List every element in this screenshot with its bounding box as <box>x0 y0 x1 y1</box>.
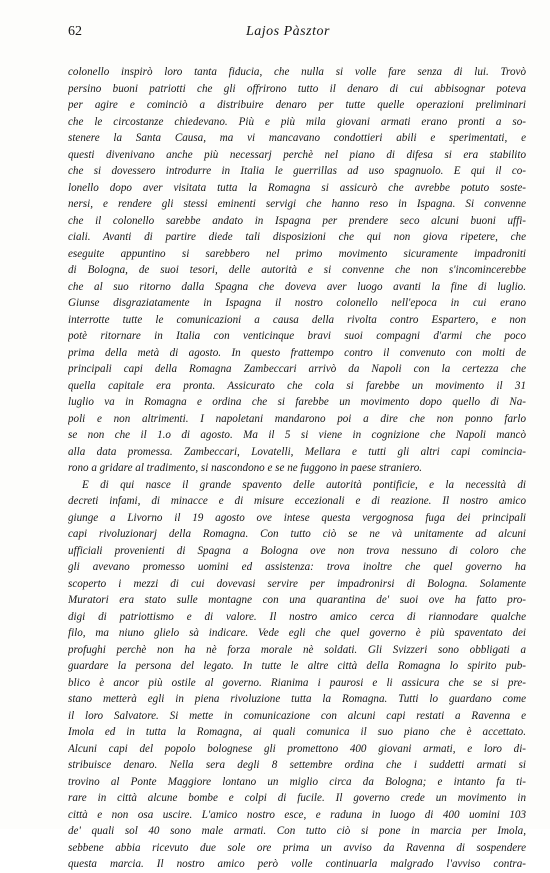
text-line: per agire e cominciò a distribuire denaro per tutte quelle operazioni preliminari <box>68 99 526 111</box>
text-line: rare in città alcune bombe e colpi di fucile. Il governo crede un movimento in <box>68 792 526 804</box>
text-line: nersi, e rendere gli stessi eminenti servigi che hanno reso in Ispagna. Si convenne <box>68 198 526 210</box>
running-head: Lajos Pàsztor <box>246 24 330 39</box>
text-line: E di qui nasce il grande spavento delle autorità pontificie, e la necessità di <box>82 478 526 491</box>
text-line: Imola ed in tutta la Romagna, ai quali comunica il suo piano che è accettato. <box>68 726 526 738</box>
text-line: Muratori era stato sulle montagne con una quarantina de' suoi ove ha fatto pro- <box>68 594 526 606</box>
text-line: giunge a Livorno il 19 agosto ove intese questa vergognosa fuga dei principali <box>68 511 526 524</box>
text-line: profughi perchè non ha nè forza morale nè soldati. Gli Svizzeri sono obbligati a <box>68 643 526 656</box>
text-line: questi divenivano anche più necessarj perchè nel piano di difesa si era stabilito <box>68 148 526 161</box>
text-line: Alcuni capi del popolo bolognese gli promettono 400 giovani armati, e loro di- <box>68 742 526 755</box>
text-line: interrotte tutte le comunicazioni a causa della rivolta contro Espartero, e non <box>68 313 526 326</box>
text-line: ufficiali provenienti di Spagna a Bologna ove non trova nessuno di coloro che <box>68 544 526 557</box>
text-line: colonello inspirò loro tanta fiducia, che nulla si volle fare senza di lui. Trovò <box>68 66 526 78</box>
text-line: prima della metà di agosto. In questo frattempo contro il convenuto con molti de <box>68 346 526 359</box>
text-line: luglio va in Romagna e ordina che si farebbe un movimento dopo quello di Na- <box>68 396 526 408</box>
text-line: rono a gridare al tradimento, si nascondono e se ne fuggono in paese straniero. <box>68 462 423 474</box>
text-line: stenere la Santa Causa, ma vi mancavano condottieri abili e sperimentati, e <box>68 132 526 144</box>
text-line: gli avevano promesso uomini ed assistenza: trova inoltre che quel governo ha <box>68 561 526 573</box>
text-line: quella capitale era pronta. Assicurato che cola si farebbe un movimento il 31 <box>68 379 526 392</box>
text-line: sebbene abbia ricevuto due sole ore prima un avviso da Ravenna di sospendere <box>68 841 526 854</box>
text-line: trovino al Ponte Maggiore lontano un miglio circa da Bologna; e intanto fa ti- <box>68 775 526 788</box>
text-line: decreti infami, di minacce e di misure eccezionali e di reazione. Il nostro amico <box>68 495 526 507</box>
text-line: questa marcia. Il nostro amico però volle continuarla malgrado l'avviso contra- <box>68 858 526 870</box>
text-line: capi rivoluzionarj della Romagna. Con tutto ciò se ne và unitamente ad alcuni <box>68 528 526 540</box>
text-line: se non che il 1.o di agosto. Ma il 5 si viene in cognizione che Napoli mancò <box>68 429 526 441</box>
text-line: blico è ancor più ostile al governo. Rianima i paurosi e li assicura che se si pre- <box>68 676 526 689</box>
text-line: potè ritornare in Italia con venticinque bravi suoi compagni d'armi che poco <box>68 330 526 342</box>
text-line: scoperto i mezzi di cui dovevasi servire per impadronirsi di Bologna. Solamente <box>68 577 526 590</box>
text-line: principali capi della Romagna Zambeccari arrivò da Napoli con la certezza che <box>68 363 526 375</box>
text-line: stano metterà egli in piena rivoluzione tutta la Romagna. Tutti lo guardano come <box>68 693 526 705</box>
text-line: di Bologna, de suoi tesori, delle autorità e si convenne che non s'incomincerebbe <box>68 264 526 276</box>
text-line: digi di patriottismo e di valore. Il nostro amico cerca di riannodare qualche <box>68 610 526 623</box>
text-line: che al suo ritorno dalla Spagna che doveva aver luogo avanti la fine di luglio. <box>68 280 526 293</box>
text-line: alla data promessa. Zambeccari, Lovatelli, Mellara e tutti gli altri capi comincia- <box>68 445 526 458</box>
text-line: poli e non altrimenti. I napoletani mandarono poi a dire che non ponno farlo <box>68 412 526 425</box>
text-line: città e non osa uscire. L'amico nostro esce, e raduna in luogo di 400 uomini 103 <box>68 808 526 821</box>
page-header <box>68 24 528 44</box>
text-line: eseguite appuntino si sarebbero nel primo movimento sicuramente impadroniti <box>68 247 526 260</box>
page-number: 62 <box>68 24 82 39</box>
text-line: guardare la persona del legato. In tutte le altre città della Romagna lo spirito pub- <box>68 660 526 672</box>
text-line: lonello dopo aver visitata tutta la Romagna si assicurò che avrebbe potuto soste- <box>68 181 526 194</box>
text-line: de' quali sol 40 sono male armati. Con tutto ciò si pone in marcia per Imola, <box>68 825 526 837</box>
text-line: che si dovessero introdurre in Italia le guerrillas ad uso spagnuolo. E qui il co- <box>68 165 526 177</box>
text-line: filo, ma niuno glielo sà indicare. Vede egli che quel governo è più spaventato dei <box>68 627 526 639</box>
text-line: persino buoni patriotti che gli offrirono tutto il denaro di cui abbisognar poteva <box>68 82 526 95</box>
text-line: che il colonello sarebbe andato in Ispagna per prendere seco alcuni buoni uffi- <box>68 214 526 227</box>
text-line: il loro Salvatore. Si mette in comunicazione con alcuni capi restati a Ravenna e <box>68 709 526 722</box>
text-line: che le circostanze chiedevano. Più e più mila giovani armati erano pronti a so- <box>68 115 526 128</box>
text-line: ciali. Avanti di partire diede tali disposizioni che qui non giova ripetere, che <box>68 231 526 243</box>
text-line: stribuisce denaro. Nella sera degli 8 settembre ordina che i suddetti armati si <box>68 759 526 771</box>
text-line: Giunse disgraziatamente in Ispagna il nostro colonello nell'epoca in cui erano <box>68 297 526 309</box>
body-text <box>68 64 526 873</box>
